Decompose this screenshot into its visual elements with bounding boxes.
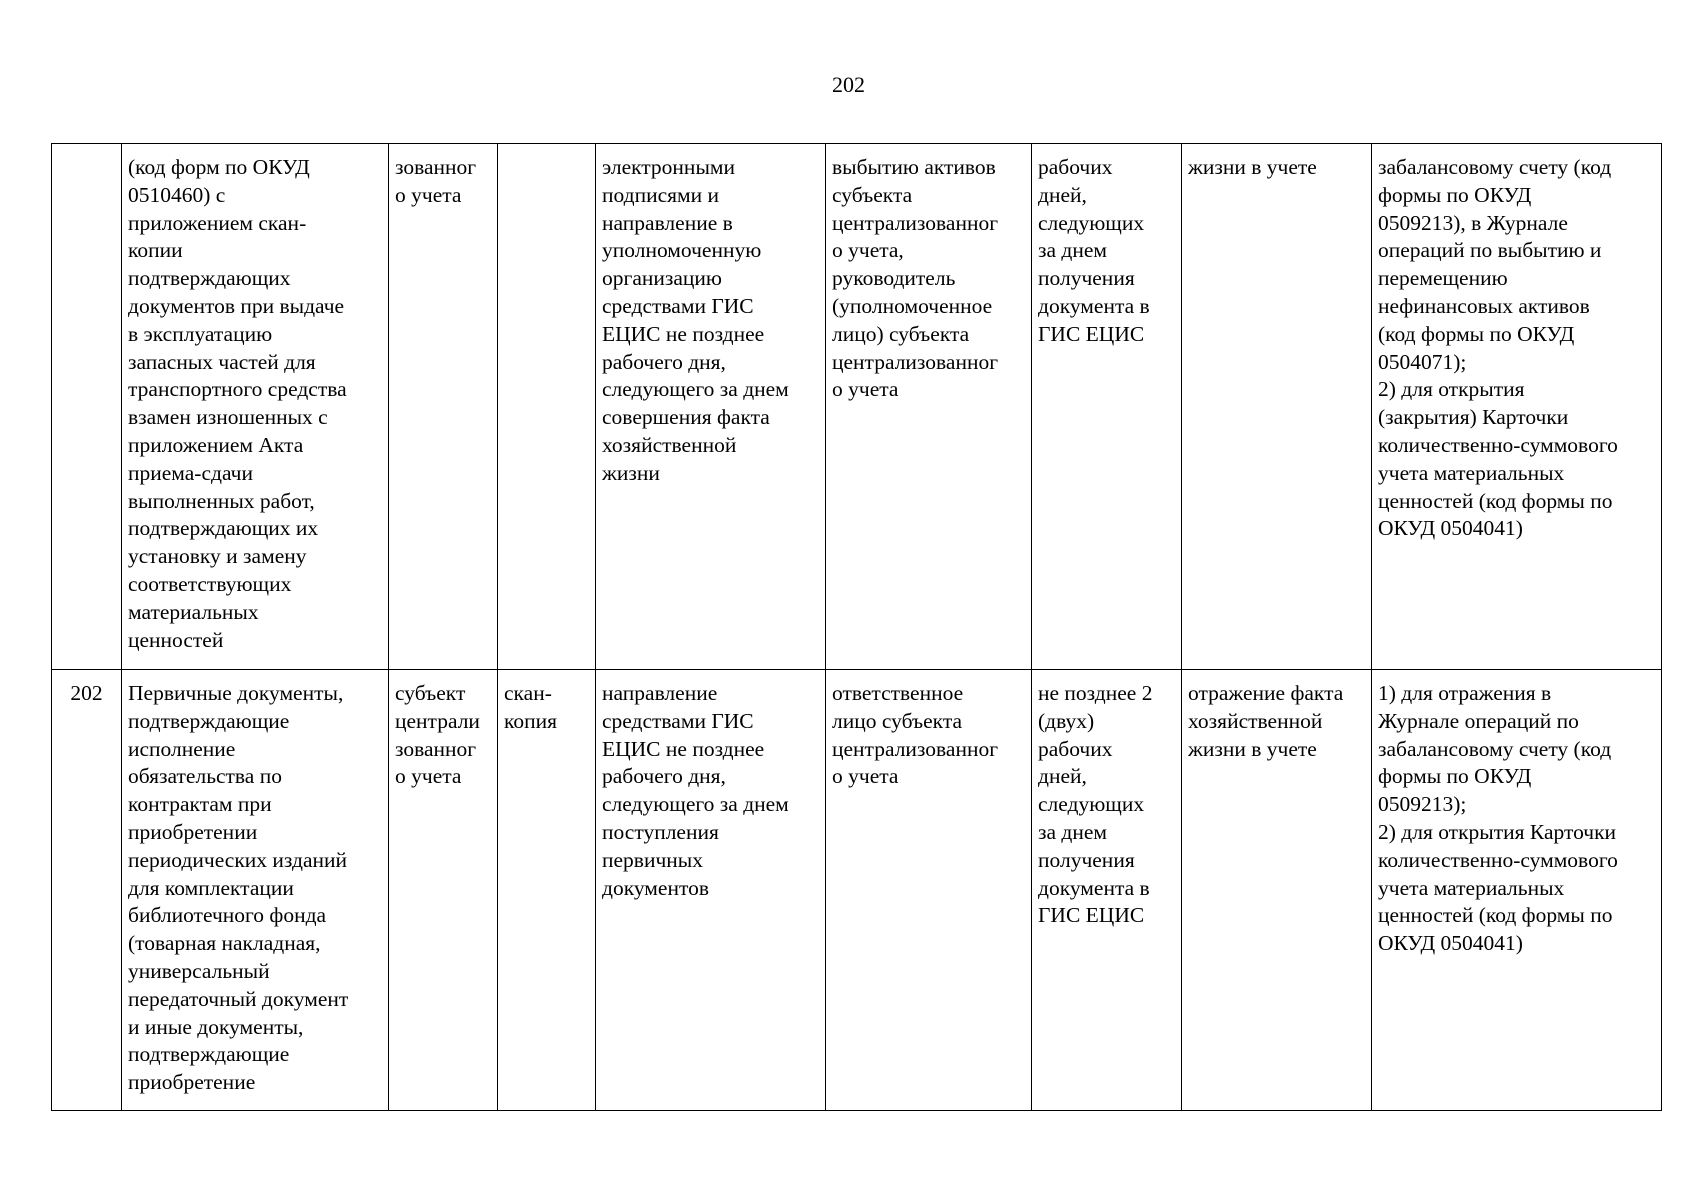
table-row — [52, 144, 1662, 670]
table-row — [52, 670, 1662, 1111]
register-cell: забалансовому счету (код формы по ОКУД 0509213), в Журнале операций по выбытию и перемещению нефинансовых активов (код формы по ОКУД 0504071); 2) для открытия (закрытия) Карточки количественно-суммового учета материальных ценностей (код формы по ОКУД 0504041) — [1372, 144, 1662, 670]
responsible-cell: ответственное лицо субъекта централизованног о учета — [826, 670, 1032, 1111]
register-cell: 1) для отражения в Журнале операций по забалансовому счету (код формы по ОКУД 0509213); 2) для открытия Карточки количественно-суммового учета материальных ценностей (код формы по ОКУД 0504041) — [1372, 670, 1662, 1111]
format-cell — [498, 144, 596, 670]
procedure-cell: направление средствами ГИС ЕЦИС не позднее рабочего дня, следующего за днем поступления первичных документов — [596, 670, 826, 1111]
format-cell: скан- копия — [498, 670, 596, 1111]
creator-cell: зованног о учета — [389, 144, 498, 670]
row-number-cell: 202 — [52, 670, 122, 1111]
deadline-cell: не позднее 2 (двух) рабочих дней, следующих за днем получения документа в ГИС ЕЦИС — [1032, 670, 1182, 1111]
creator-cell: субъект централи зованног о учета — [389, 670, 498, 1111]
deadline-cell: рабочих дней, следующих за днем получения документа в ГИС ЕЦИС — [1032, 144, 1182, 670]
document-name-cell: (код форм по ОКУД 0510460) с приложением скан- копии подтверждающих документов при выдаче в эксплуатацию запасных частей для транспортного средства взамен изношенных с приложением Акта приема-сдачи выполненных работ, подтверждающих их установку и замену соответствующих материальных ценностей — [122, 144, 389, 670]
row-number-cell — [52, 144, 122, 670]
responsible-cell: выбытию активов субъекта централизованног о учета, руководитель (уполномоченное лицо) субъекта централизованног о учета — [826, 144, 1032, 670]
document-name-cell: Первичные документы, подтверждающие исполнение обязательства по контрактам при приобретении периодических изданий для комплектации библиотечного фонда (товарная накладная, универсальный передаточный документ и иные документы, подтверждающие приобретение — [122, 670, 389, 1111]
page-number: 202 — [832, 72, 865, 97]
document-table — [51, 143, 1662, 1111]
procedure-cell: электронными подписями и направление в уполномоченную организацию средствами ГИС ЕЦИС не позднее рабочего дня, следующего за днем совершения факта хозяйственной жизни — [596, 144, 826, 670]
purpose-cell: жизни в учете — [1182, 144, 1372, 670]
purpose-cell: отражение факта хозяйственной жизни в учете — [1182, 670, 1372, 1111]
